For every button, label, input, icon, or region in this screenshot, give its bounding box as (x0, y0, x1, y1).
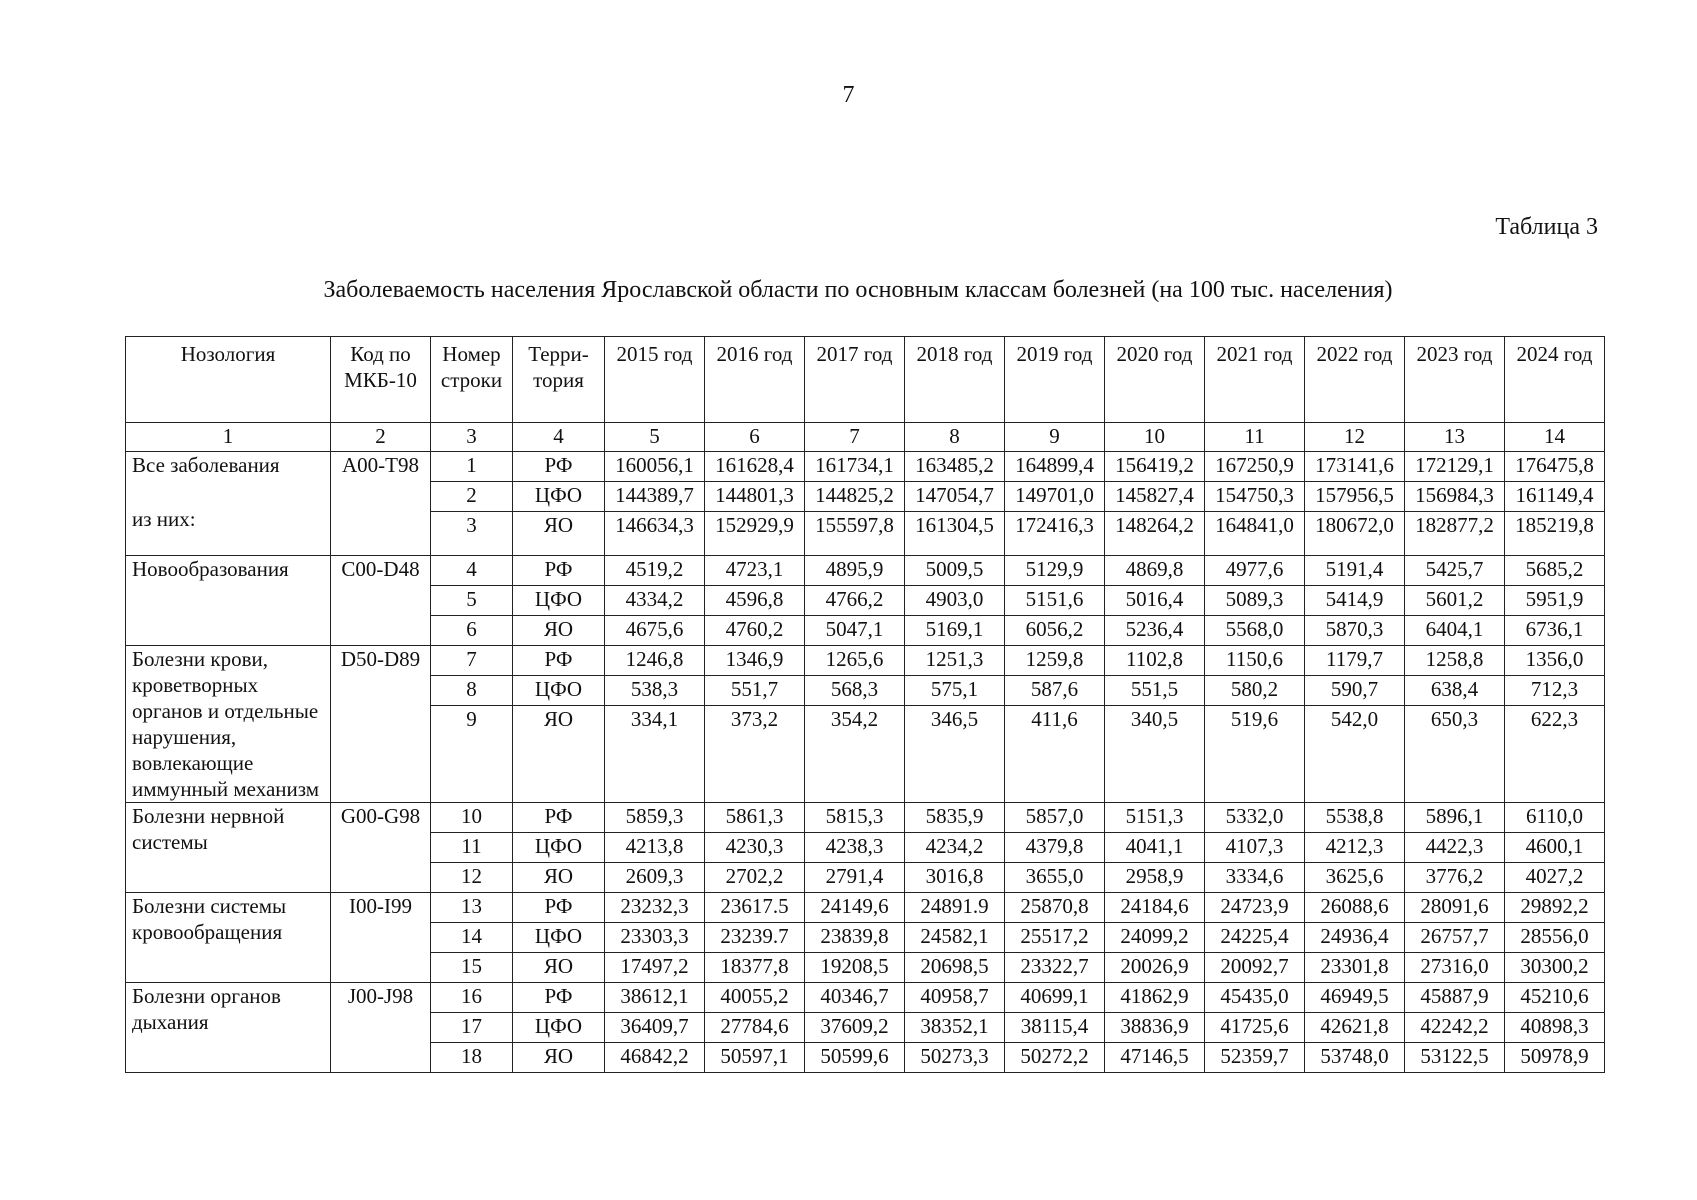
value-cell: 26088,6 (1305, 893, 1405, 923)
icd-code-cell: C00-D48 (331, 556, 431, 646)
value-cell: 5129,9 (1005, 556, 1105, 586)
value-cell: 45435,0 (1205, 983, 1305, 1013)
column-number: 6 (705, 423, 805, 452)
value-cell: 4422,3 (1405, 833, 1505, 863)
value-cell: 4903,0 (905, 586, 1005, 616)
value-cell: 50272,2 (1005, 1043, 1105, 1073)
value-cell: 147054,7 (905, 482, 1005, 512)
nosology-label: Болезни системы кровообращения (132, 894, 287, 944)
value-cell: 542,0 (1305, 706, 1405, 803)
value-cell: 172129,1 (1405, 452, 1505, 482)
nosology-cell (126, 646, 331, 803)
value-cell: 52359,7 (1205, 1043, 1305, 1073)
value-cell: 30300,2 (1505, 953, 1605, 983)
column-number-row (126, 423, 1605, 452)
icd-code-cell: G00-G98 (331, 803, 431, 893)
table-row (126, 452, 1605, 482)
value-cell: 4760,2 (705, 616, 805, 646)
value-cell: 1356,0 (1505, 646, 1605, 676)
icd-code-cell: A00-T98 (331, 452, 431, 556)
value-cell: 5815,3 (805, 803, 905, 833)
value-cell: 50978,9 (1505, 1043, 1605, 1073)
value-cell: 5151,3 (1105, 803, 1205, 833)
row-number-cell: 1 (431, 452, 513, 482)
value-cell: 161628,4 (705, 452, 805, 482)
column-number: 2 (331, 423, 431, 452)
value-cell: 638,4 (1405, 676, 1505, 706)
value-cell: 4869,8 (1105, 556, 1205, 586)
value-cell: 334,1 (605, 706, 705, 803)
value-cell: 20092,7 (1205, 953, 1305, 983)
table-row (126, 803, 1605, 833)
table-row (126, 893, 1605, 923)
value-cell: 4234,2 (905, 833, 1005, 863)
value-cell: 182877,2 (1405, 512, 1505, 556)
header-territory: Терри-тория (513, 337, 605, 423)
header-year: 2021 год (1205, 337, 1305, 423)
value-cell: 45887,9 (1405, 983, 1505, 1013)
value-cell: 590,7 (1305, 676, 1405, 706)
column-number: 9 (1005, 423, 1105, 452)
value-cell: 50597,1 (705, 1043, 805, 1073)
row-number-cell: 7 (431, 646, 513, 676)
nosology-cell (126, 556, 331, 646)
column-number: 5 (605, 423, 705, 452)
value-cell: 167250,9 (1205, 452, 1305, 482)
value-cell: 346,5 (905, 706, 1005, 803)
column-number: 13 (1405, 423, 1505, 452)
column-number: 4 (513, 423, 605, 452)
value-cell: 161304,5 (905, 512, 1005, 556)
table-label: Таблица 3 (1495, 214, 1598, 240)
value-cell: 6110,0 (1505, 803, 1605, 833)
value-cell: 24184,6 (1105, 893, 1205, 923)
value-cell: 5425,7 (1405, 556, 1505, 586)
nosology-label: Все заболевания (132, 453, 280, 477)
value-cell: 25517,2 (1005, 923, 1105, 953)
value-cell: 20698,5 (905, 953, 1005, 983)
value-cell: 173141,6 (1305, 452, 1405, 482)
column-number: 7 (805, 423, 905, 452)
value-cell: 163485,2 (905, 452, 1005, 482)
value-cell: 6736,1 (1505, 616, 1605, 646)
value-cell: 164899,4 (1005, 452, 1105, 482)
value-cell: 152929,9 (705, 512, 805, 556)
header-year: 2020 год (1105, 337, 1205, 423)
value-cell: 161149,4 (1505, 482, 1605, 512)
value-cell: 23303,3 (605, 923, 705, 953)
row-number-cell: 9 (431, 706, 513, 803)
value-cell: 172416,3 (1005, 512, 1105, 556)
value-cell: 45210,6 (1505, 983, 1605, 1013)
value-cell: 4027,2 (1505, 863, 1605, 893)
value-cell: 50599,6 (805, 1043, 905, 1073)
header-year: 2019 год (1005, 337, 1105, 423)
morbidity-table (125, 336, 1605, 1073)
value-cell: 340,5 (1105, 706, 1205, 803)
value-cell: 3655,0 (1005, 863, 1105, 893)
header-year: 2015 год (605, 337, 705, 423)
value-cell: 6056,2 (1005, 616, 1105, 646)
value-cell: 36409,7 (605, 1013, 705, 1043)
value-cell: 5009,5 (905, 556, 1005, 586)
value-cell: 23617.5 (705, 893, 805, 923)
value-cell: 28556,0 (1505, 923, 1605, 953)
column-number: 12 (1305, 423, 1405, 452)
value-cell: 40346,7 (805, 983, 905, 1013)
row-number-cell: 5 (431, 586, 513, 616)
value-cell: 24225,4 (1205, 923, 1305, 953)
value-cell: 712,3 (1505, 676, 1605, 706)
value-cell: 29892,2 (1505, 893, 1605, 923)
row-number-cell: 16 (431, 983, 513, 1013)
value-cell: 176475,8 (1505, 452, 1605, 482)
value-cell: 23839,8 (805, 923, 905, 953)
value-cell: 551,5 (1105, 676, 1205, 706)
value-cell: 4213,8 (605, 833, 705, 863)
territory-cell: ЯО (513, 953, 605, 983)
value-cell: 40898,3 (1505, 1013, 1605, 1043)
value-cell: 53122,5 (1405, 1043, 1505, 1073)
row-number-cell: 8 (431, 676, 513, 706)
header-nosology: Нозология (126, 337, 331, 423)
value-cell: 3334,6 (1205, 863, 1305, 893)
value-cell: 23239.7 (705, 923, 805, 953)
column-number: 3 (431, 423, 513, 452)
nosology-label: Болезни нервной системы (132, 804, 285, 854)
value-cell: 5835,9 (905, 803, 1005, 833)
table-row (126, 983, 1605, 1013)
territory-cell: ЯО (513, 1043, 605, 1073)
territory-cell: РФ (513, 556, 605, 586)
nosology-cell (126, 803, 331, 893)
territory-cell: ЯО (513, 863, 605, 893)
value-cell: 519,6 (1205, 706, 1305, 803)
value-cell: 4977,6 (1205, 556, 1305, 586)
column-number: 1 (126, 423, 331, 452)
value-cell: 1246,8 (605, 646, 705, 676)
value-cell: 5151,6 (1005, 586, 1105, 616)
header-code: Код по МКБ-10 (331, 337, 431, 423)
value-cell: 24099,2 (1105, 923, 1205, 953)
table-body (126, 452, 1605, 1073)
row-number-cell: 17 (431, 1013, 513, 1043)
header-year: 2016 год (705, 337, 805, 423)
header-year: 2022 год (1305, 337, 1405, 423)
territory-cell: РФ (513, 893, 605, 923)
value-cell: 41862,9 (1105, 983, 1205, 1013)
value-cell: 622,3 (1505, 706, 1605, 803)
territory-cell: РФ (513, 646, 605, 676)
value-cell: 26757,7 (1405, 923, 1505, 953)
value-cell: 24891.9 (905, 893, 1005, 923)
value-cell: 373,2 (705, 706, 805, 803)
value-cell: 5047,1 (805, 616, 905, 646)
table-row (126, 646, 1605, 676)
value-cell: 24723,9 (1205, 893, 1305, 923)
value-cell: 4107,3 (1205, 833, 1305, 863)
page-number: 7 (842, 82, 855, 108)
territory-cell: ЯО (513, 706, 605, 803)
value-cell: 27784,6 (705, 1013, 805, 1043)
column-number: 11 (1205, 423, 1305, 452)
value-cell: 46949,5 (1305, 983, 1405, 1013)
value-cell: 18377,8 (705, 953, 805, 983)
value-cell: 568,3 (805, 676, 905, 706)
value-cell: 47146,5 (1105, 1043, 1205, 1073)
territory-cell: ЦФО (513, 1013, 605, 1043)
value-cell: 38352,1 (905, 1013, 1005, 1043)
value-cell: 38115,4 (1005, 1013, 1105, 1043)
header-year: 2018 год (905, 337, 1005, 423)
territory-cell: ЯО (513, 512, 605, 556)
value-cell: 185219,8 (1505, 512, 1605, 556)
value-cell: 5538,8 (1305, 803, 1405, 833)
territory-cell: РФ (513, 983, 605, 1013)
row-number-cell: 12 (431, 863, 513, 893)
value-cell: 580,2 (1205, 676, 1305, 706)
table-title: Заболеваемость населения Ярославской области по основным классам болезней (на 100 тыс. населения) (323, 277, 1393, 303)
value-cell: 40699,1 (1005, 983, 1105, 1013)
value-cell: 1259,8 (1005, 646, 1105, 676)
nosology-cell (126, 452, 331, 556)
value-cell: 5016,4 (1105, 586, 1205, 616)
value-cell: 38836,9 (1105, 1013, 1205, 1043)
value-cell: 23301,8 (1305, 953, 1405, 983)
territory-cell: РФ (513, 803, 605, 833)
value-cell: 4334,2 (605, 586, 705, 616)
value-cell: 3016,8 (905, 863, 1005, 893)
value-cell: 20026,9 (1105, 953, 1205, 983)
value-cell: 5414,9 (1305, 586, 1405, 616)
value-cell: 38612,1 (605, 983, 705, 1013)
territory-cell: ЦФО (513, 833, 605, 863)
row-number-cell: 14 (431, 923, 513, 953)
territory-cell: ЯО (513, 616, 605, 646)
value-cell: 28091,6 (1405, 893, 1505, 923)
row-number-cell: 10 (431, 803, 513, 833)
icd-code-cell: I00-I99 (331, 893, 431, 983)
nosology-label: Болезни крови, кроветворных органов и отдельные нарушения, вовлекающие иммунный механизм (132, 647, 320, 801)
value-cell: 5089,3 (1205, 586, 1305, 616)
value-cell: 3625,6 (1305, 863, 1405, 893)
value-cell: 23232,3 (605, 893, 705, 923)
value-cell: 5861,3 (705, 803, 805, 833)
header-year: 2024 год (1505, 337, 1605, 423)
value-cell: 411,6 (1005, 706, 1105, 803)
column-number: 14 (1505, 423, 1605, 452)
row-number-cell: 6 (431, 616, 513, 646)
value-cell: 156984,3 (1405, 482, 1505, 512)
nosology-note: из них: (132, 507, 196, 531)
value-cell: 4600,1 (1505, 833, 1605, 863)
value-cell: 4675,6 (605, 616, 705, 646)
value-cell: 2958,9 (1105, 863, 1205, 893)
value-cell: 23322,7 (1005, 953, 1105, 983)
value-cell: 2609,3 (605, 863, 705, 893)
value-cell: 24936,4 (1305, 923, 1405, 953)
nosology-label: Новообразования (132, 557, 289, 581)
value-cell: 5236,4 (1105, 616, 1205, 646)
row-number-cell: 2 (431, 482, 513, 512)
value-cell: 50273,3 (905, 1043, 1005, 1073)
value-cell: 25870,8 (1005, 893, 1105, 923)
value-cell: 145827,4 (1105, 482, 1205, 512)
value-cell: 587,6 (1005, 676, 1105, 706)
nosology-cell (126, 983, 331, 1073)
value-cell: 4723,1 (705, 556, 805, 586)
table-row (126, 556, 1605, 586)
value-cell: 180672,0 (1305, 512, 1405, 556)
value-cell: 146634,3 (605, 512, 705, 556)
column-number: 10 (1105, 423, 1205, 452)
value-cell: 2791,4 (805, 863, 905, 893)
icd-code-cell: D50-D89 (331, 646, 431, 803)
value-cell: 1150,6 (1205, 646, 1305, 676)
value-cell: 5191,4 (1305, 556, 1405, 586)
value-cell: 24582,1 (905, 923, 1005, 953)
value-cell: 46842,2 (605, 1043, 705, 1073)
row-number-cell: 3 (431, 512, 513, 556)
row-number-cell: 18 (431, 1043, 513, 1073)
territory-cell: ЦФО (513, 482, 605, 512)
territory-cell: ЦФО (513, 923, 605, 953)
row-number-cell: 4 (431, 556, 513, 586)
value-cell: 19208,5 (805, 953, 905, 983)
row-number-cell: 13 (431, 893, 513, 923)
value-cell: 40055,2 (705, 983, 805, 1013)
value-cell: 4238,3 (805, 833, 905, 863)
value-cell: 154750,3 (1205, 482, 1305, 512)
value-cell: 4766,2 (805, 586, 905, 616)
icd-code-cell: J00-J98 (331, 983, 431, 1073)
value-cell: 1258,8 (1405, 646, 1505, 676)
nosology-cell (126, 893, 331, 983)
value-cell: 551,7 (705, 676, 805, 706)
value-cell: 4895,9 (805, 556, 905, 586)
value-cell: 149701,0 (1005, 482, 1105, 512)
value-cell: 157956,5 (1305, 482, 1405, 512)
value-cell: 41725,6 (1205, 1013, 1305, 1043)
value-cell: 5870,3 (1305, 616, 1405, 646)
value-cell: 1265,6 (805, 646, 905, 676)
value-cell: 161734,1 (805, 452, 905, 482)
row-number-cell: 15 (431, 953, 513, 983)
value-cell: 575,1 (905, 676, 1005, 706)
value-cell: 40958,7 (905, 983, 1005, 1013)
value-cell: 4212,3 (1305, 833, 1405, 863)
value-cell: 4230,3 (705, 833, 805, 863)
territory-cell: РФ (513, 452, 605, 482)
value-cell: 24149,6 (805, 893, 905, 923)
header-row (126, 337, 1605, 423)
value-cell: 53748,0 (1305, 1043, 1405, 1073)
header-year: 2023 год (1405, 337, 1505, 423)
territory-cell: ЦФО (513, 586, 605, 616)
value-cell: 3776,2 (1405, 863, 1505, 893)
value-cell: 1102,8 (1105, 646, 1205, 676)
value-cell: 1179,7 (1305, 646, 1405, 676)
value-cell: 4596,8 (705, 586, 805, 616)
row-number-cell: 11 (431, 833, 513, 863)
value-cell: 144825,2 (805, 482, 905, 512)
value-cell: 42242,2 (1405, 1013, 1505, 1043)
value-cell: 2702,2 (705, 863, 805, 893)
value-cell: 5332,0 (1205, 803, 1305, 833)
value-cell: 4519,2 (605, 556, 705, 586)
value-cell: 4379,8 (1005, 833, 1105, 863)
value-cell: 1251,3 (905, 646, 1005, 676)
value-cell: 5685,2 (1505, 556, 1605, 586)
value-cell: 144389,7 (605, 482, 705, 512)
value-cell: 538,3 (605, 676, 705, 706)
value-cell: 164841,0 (1205, 512, 1305, 556)
value-cell: 27316,0 (1405, 953, 1505, 983)
value-cell: 5857,0 (1005, 803, 1105, 833)
value-cell: 155597,8 (805, 512, 905, 556)
value-cell: 17497,2 (605, 953, 705, 983)
value-cell: 5568,0 (1205, 616, 1305, 646)
value-cell: 4041,1 (1105, 833, 1205, 863)
value-cell: 354,2 (805, 706, 905, 803)
value-cell: 156419,2 (1105, 452, 1205, 482)
value-cell: 42621,8 (1305, 1013, 1405, 1043)
value-cell: 148264,2 (1105, 512, 1205, 556)
value-cell: 144801,3 (705, 482, 805, 512)
value-cell: 5169,1 (905, 616, 1005, 646)
value-cell: 6404,1 (1405, 616, 1505, 646)
value-cell: 650,3 (1405, 706, 1505, 803)
value-cell: 5859,3 (605, 803, 705, 833)
value-cell: 5896,1 (1405, 803, 1505, 833)
value-cell: 160056,1 (605, 452, 705, 482)
value-cell: 5951,9 (1505, 586, 1605, 616)
territory-cell: ЦФО (513, 676, 605, 706)
column-number: 8 (905, 423, 1005, 452)
value-cell: 5601,2 (1405, 586, 1505, 616)
value-cell: 1346,9 (705, 646, 805, 676)
header-row-number: Номер строки (431, 337, 513, 423)
header-year: 2017 год (805, 337, 905, 423)
nosology-label: Болезни органов дыхания (132, 984, 281, 1034)
value-cell: 37609,2 (805, 1013, 905, 1043)
